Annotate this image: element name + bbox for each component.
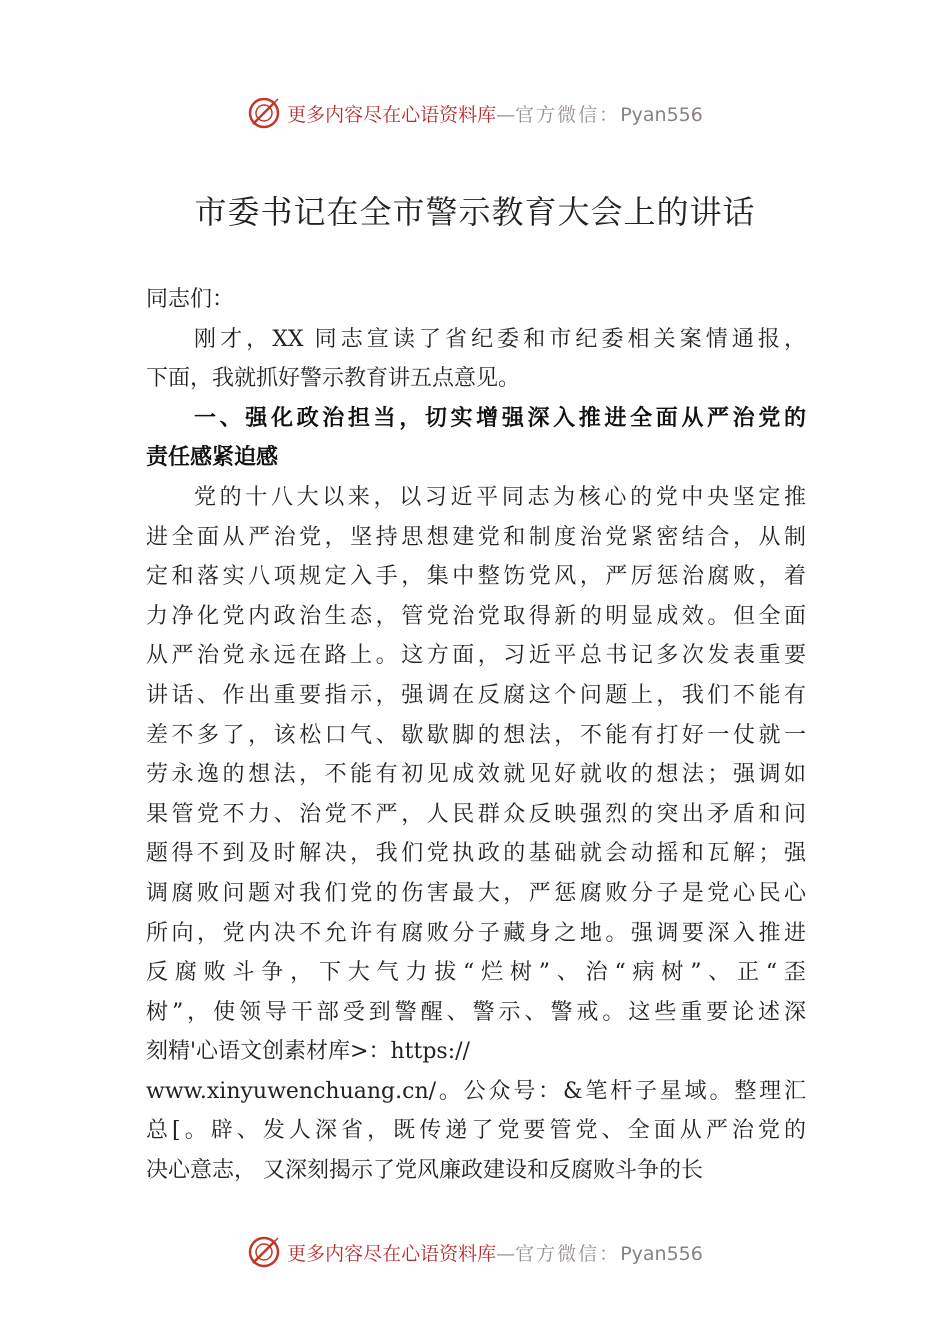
paragraph-line: 果管党不力、治党不严，人民群众反映强烈的突出矛盾和问 — [146, 801, 806, 827]
paragraph-line: 反腐败斗争，下大气力拔“烂树”、治“病树”、正“歪 — [146, 960, 806, 986]
banner-site-name: 更多内容尽在心语资料库 — [287, 1242, 497, 1265]
section-heading: 一、强化政治担当，切实增强深入推进全面从严治党的 — [194, 405, 806, 431]
banner-wechat-id: Pyan556 — [620, 1242, 703, 1265]
paragraph-line: 差不多了，该松口气、歇歇脚的想法，不能有打好一仗就一 — [146, 722, 806, 748]
paragraph-line: 调腐败问题对我们党的伤害最大，严惩腐败分子是党心民心 — [146, 880, 806, 906]
banner-text — [287, 100, 703, 127]
footer-banner — [0, 1232, 950, 1272]
paragraph-line: 题得不到及时解决，我们党执政的基础就会动摇和瓦解；强 — [146, 841, 806, 867]
banner-dash: — — [496, 103, 516, 126]
banner-wechat-label: 官方微信： — [515, 103, 621, 126]
paragraph-line: 力净化党内政治生态，管党治党取得新的明显成效。但全面 — [146, 603, 806, 629]
banner-dash: — — [496, 1242, 516, 1265]
banner-wechat-id: Pyan556 — [620, 103, 703, 126]
section-heading: 责任感紧迫感 — [146, 445, 279, 471]
paragraph-line: 进全面从严治党，坚持思想建党和制度治党紧密结合，从制 — [146, 524, 806, 550]
paragraph-line: 刻精'心语文创素材库>：https:// — [146, 1039, 470, 1065]
quill-circle-logo-icon — [247, 96, 281, 130]
paragraph-line: 定和落实八项规定入手，集中整饬党风，严厉惩治腐败，着 — [146, 564, 806, 590]
banner-wechat-label: 官方微信： — [515, 1242, 621, 1265]
header-banner — [0, 93, 950, 133]
banner-text — [287, 1239, 703, 1266]
intro-line: 下面，我就抓好警示教育讲五点意见。 — [146, 366, 521, 392]
paragraph-line: 总[。辟、发人深省，既传递了党要管党、全面从严治党的 — [146, 1118, 806, 1144]
intro-line: 刚才，XX 同志宣读了省纪委和市纪委相关案情通报， — [194, 326, 806, 352]
paragraph-line: 讲话、作出重要指示，强调在反腐这个问题上，我们不能有 — [146, 682, 806, 708]
document-title: 市委书记在全市警示教育大会上的讲话 — [194, 193, 756, 231]
greeting: 同志们： — [146, 287, 235, 312]
quill-circle-logo-icon — [247, 1235, 281, 1269]
paragraph-line: 劳永逸的想法，不能有初见成效就见好就收的想法；强调如 — [146, 762, 806, 788]
paragraph-line: 从严治党永远在路上。这方面，习近平总书记多次发表重要 — [146, 643, 806, 669]
document-body — [146, 280, 806, 1191]
paragraph-line: 决心意志， 又深刻揭示了党风廉政建设和反腐败斗争的长 — [146, 1158, 703, 1184]
paragraph-line: 树”，使领导干部受到警醒、警示、警戒。这些重要论述深 — [146, 999, 806, 1025]
paragraph-line: www.xinyuwenchuang.cn/。公众号：&笔杆子星域。整理汇 — [146, 1078, 806, 1104]
paragraph-line: 所向，党内决不允许有腐败分子藏身之地。强调要深入推进 — [146, 920, 806, 946]
paragraph-line: 党的十八大以来，以习近平同志为核心的党中央坚定推 — [194, 484, 806, 510]
banner-site-name: 更多内容尽在心语资料库 — [287, 103, 497, 126]
